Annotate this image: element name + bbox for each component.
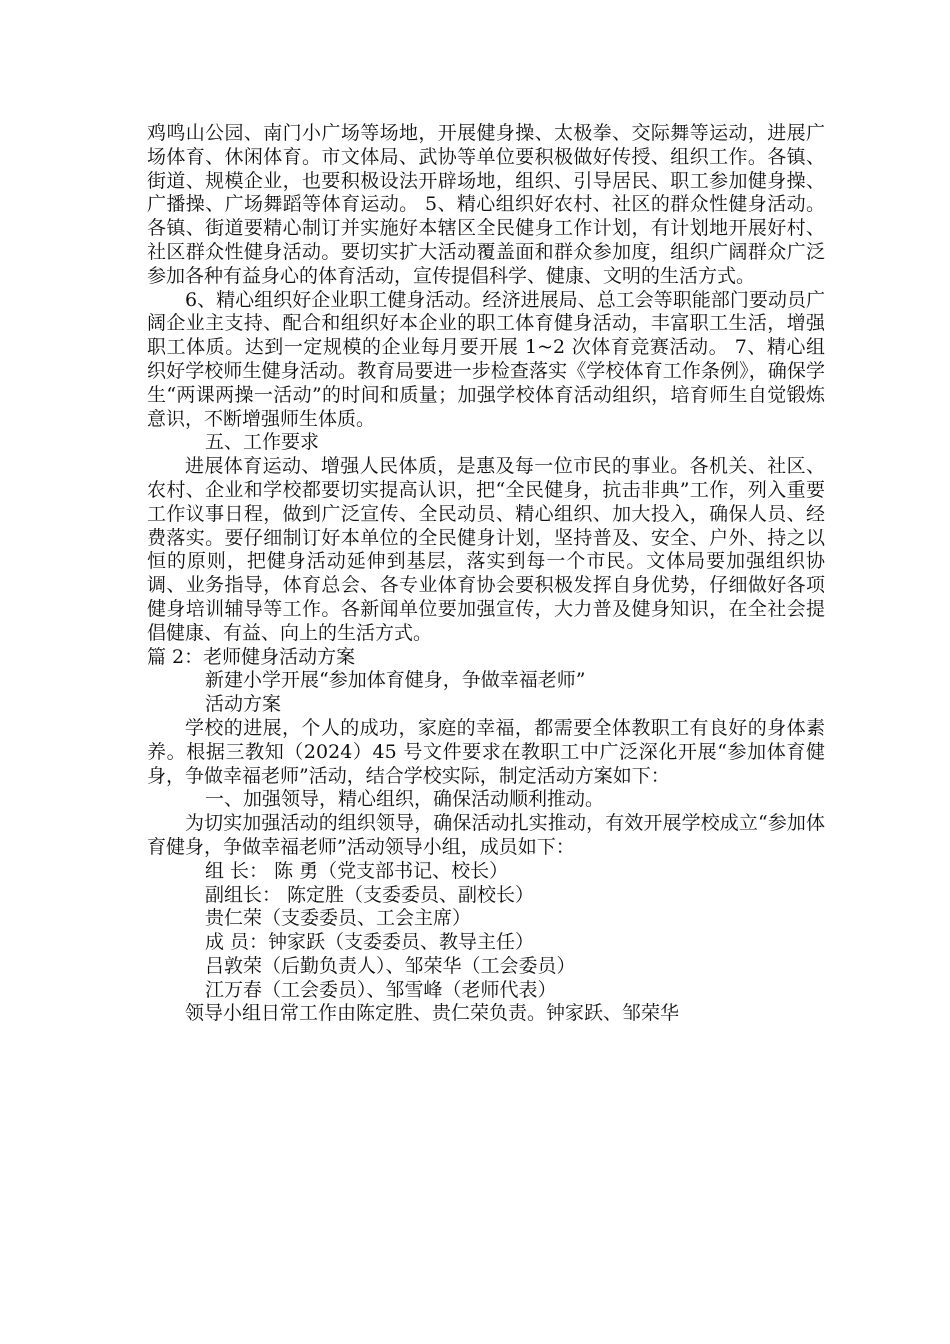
paragraph-intro: 学校的进展，个人的成功，家庭的幸福，都需要全体教职工有良好的身体素养。根据三教知（2024）45 号文件要求在教职工中广泛深化开展“参加体育健身，争做幸福老师”活动，结合学校实际，制定活动方案如下： [147,716,825,787]
paragraph-daily-work: 领导小组日常工作由陈定胜、贵仁荣负责。钟家跃、邹荣华 [185,1002,680,1025]
section-heading-work-requirements: 五、工作要求 [205,431,320,454]
paragraph-work-requirements: 进展体育运动、增强人民体质，是惠及每一位市民的事业。各机关、社区、农村、企业和学校都要切实提高认识，把“全民健身，抗击非典”工作，列入重要工作议事日程，做到广泛宣传、全民动员、精心组织、加大投入，确保人员、经费落实。要仔细制订好本单位的全民健身计划，坚持普及、安全、户外、持之以恒的原则，把健身活动延伸到基层，落实到每一个市民。文体局要加强组织协调、业务指导，体育总会、各专业体育协会要积极发挥自身优势，仔细做好各项健身培训辅导等工作。各新闻单位要加强宣传，大力普及健身知识，在全社会提倡健康、有益、向上的生活方式。 [147,455,825,644]
member-union-chair: 贵仁荣（支委委员、工会主席） [205,907,472,930]
member-deputy-leader: 副组长： 陈定胜（支委委员、副校长） [205,883,535,906]
paragraph-leadership-group: 为切实加强活动的组织领导，确保活动扎实推动，有效开展学校成立“参加体育健身，争做幸福老师”活动领导小组，成员如下： [147,812,825,858]
member-logistics: 吕敦荣（后勤负责人）、邹荣华（工会委员） [205,954,576,977]
member-leader: 组 长： 陈 勇（党支部书记、校长） [205,859,509,882]
member-union-committee: 江万春（工会委员）、邹雪峰（老师代表） [205,978,557,1001]
member-teaching-director: 成 员：钟家跃（支委委员、教导主任） [205,931,535,954]
article-title-line-2: 活动方案 [205,693,282,716]
paragraph-enterprise-fitness: 6、精心组织好企业职工健身活动。经济进展局、总工会等职能部门要动员广阔企业主支持、配合和组织好本企业的职工体育健身活动，丰富职工生活，增强职工体质。达到一定规模的企业每月要开展 1~2 次体育竞赛活动。 7、精心组织好学校师生健身活动。教育局要进一步检查落实《学校体育工作条例》，确保学生“两课两操一活动”的时间和质量；加强学校体育活动组织，培育师生自觉锻炼意识，不断增强师生体质。 [147,288,825,430]
article-heading-teacher-fitness: 篇 2：老师健身活动方案 [147,645,356,668]
paragraph-sports-venues: 鸡鸣山公园、南门小广场等场地，开展健身操、太极拳、交际舞等运动，进展广场体育、休闲体育。市文体局、武协等单位要积极做好传授、组织工作。各镇、街道、规模企业，也要积极设法开辟场地，组织、引导居民、职工参加健身操、广播操、广场舞蹈等体育运动。 5、精心组织好农村、社区的群众性健身活动。各镇、街道要精心制订并实施好本辖区全民健身工作计划，有计划地开展好村、社区群众性健身活动。要切实扩大活动覆盖面和群众参加度，组织广阔群众广泛参加各种有益身心的体育活动，宣传提倡科学、健康、文明的生活方式。 [147,122,825,287]
section-heading-leadership: 一、加强领导，精心组织，确保活动顺利推动。 [205,788,605,811]
article-title-line-1: 新建小学开展“参加体育健身，争做幸福老师” [205,669,586,692]
document-body [147,122,825,1026]
